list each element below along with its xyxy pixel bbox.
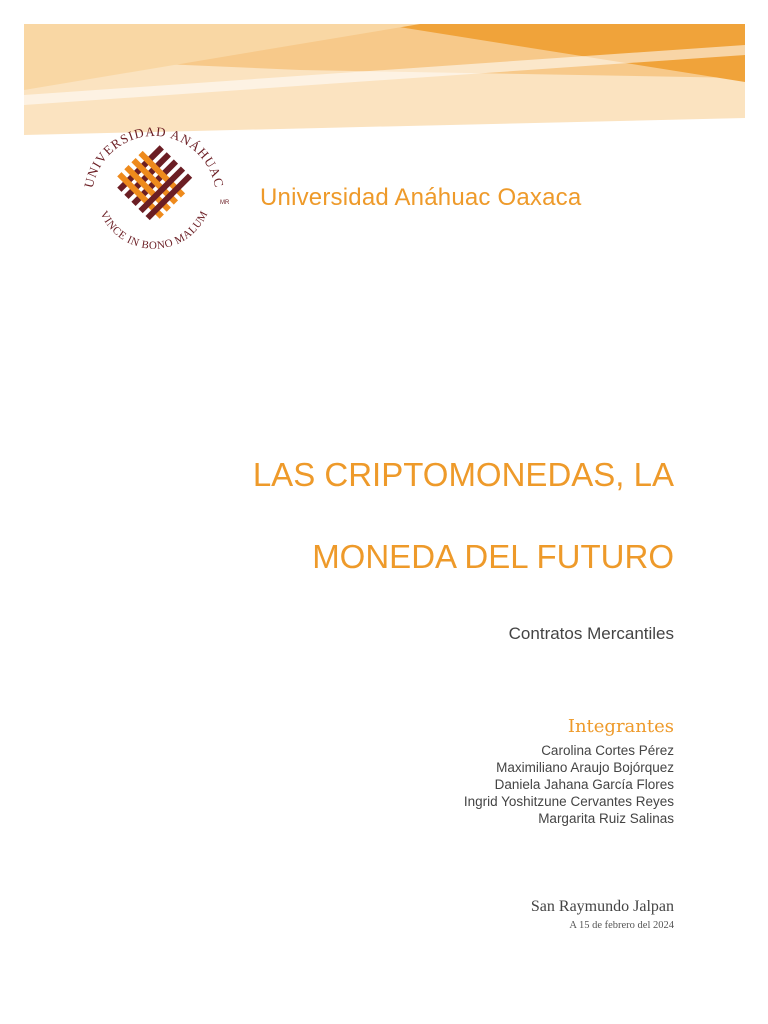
member-name: Ingrid Yoshitzune Cervantes Reyes: [463, 794, 674, 809]
university-name: Universidad Anáhuac Oaxaca: [260, 184, 582, 211]
members-heading: Integrantes: [567, 716, 674, 737]
member-name: Margarita Ruiz Salinas: [538, 811, 674, 826]
woven-emblem-icon: [112, 140, 197, 225]
member-name: Daniela Jahana García Flores: [494, 777, 674, 792]
member-name: Carolina Cortes Pérez: [541, 743, 674, 758]
date: A 15 de febrero del 2024: [569, 920, 674, 931]
university-seal-logo: [74, 120, 234, 260]
title-line-2: MONEDA DEL FUTURO: [312, 538, 674, 575]
seal-mark: MR: [220, 200, 230, 206]
members-list: [464, 742, 674, 827]
seal-ring-text-bottom: VINCE IN BONO MALUM: [97, 208, 211, 252]
subject-name: Contratos Mercantiles: [508, 624, 674, 643]
title-line-1: LAS CRIPTOMONEDAS, LA: [252, 456, 674, 493]
seal-ring-text-top: UNIVERSIDAD ANÁHUAC: [80, 123, 228, 190]
member-name: Maximiliano Araujo Bojórquez: [496, 760, 674, 775]
location: San Raymundo Jalpan: [530, 898, 674, 915]
